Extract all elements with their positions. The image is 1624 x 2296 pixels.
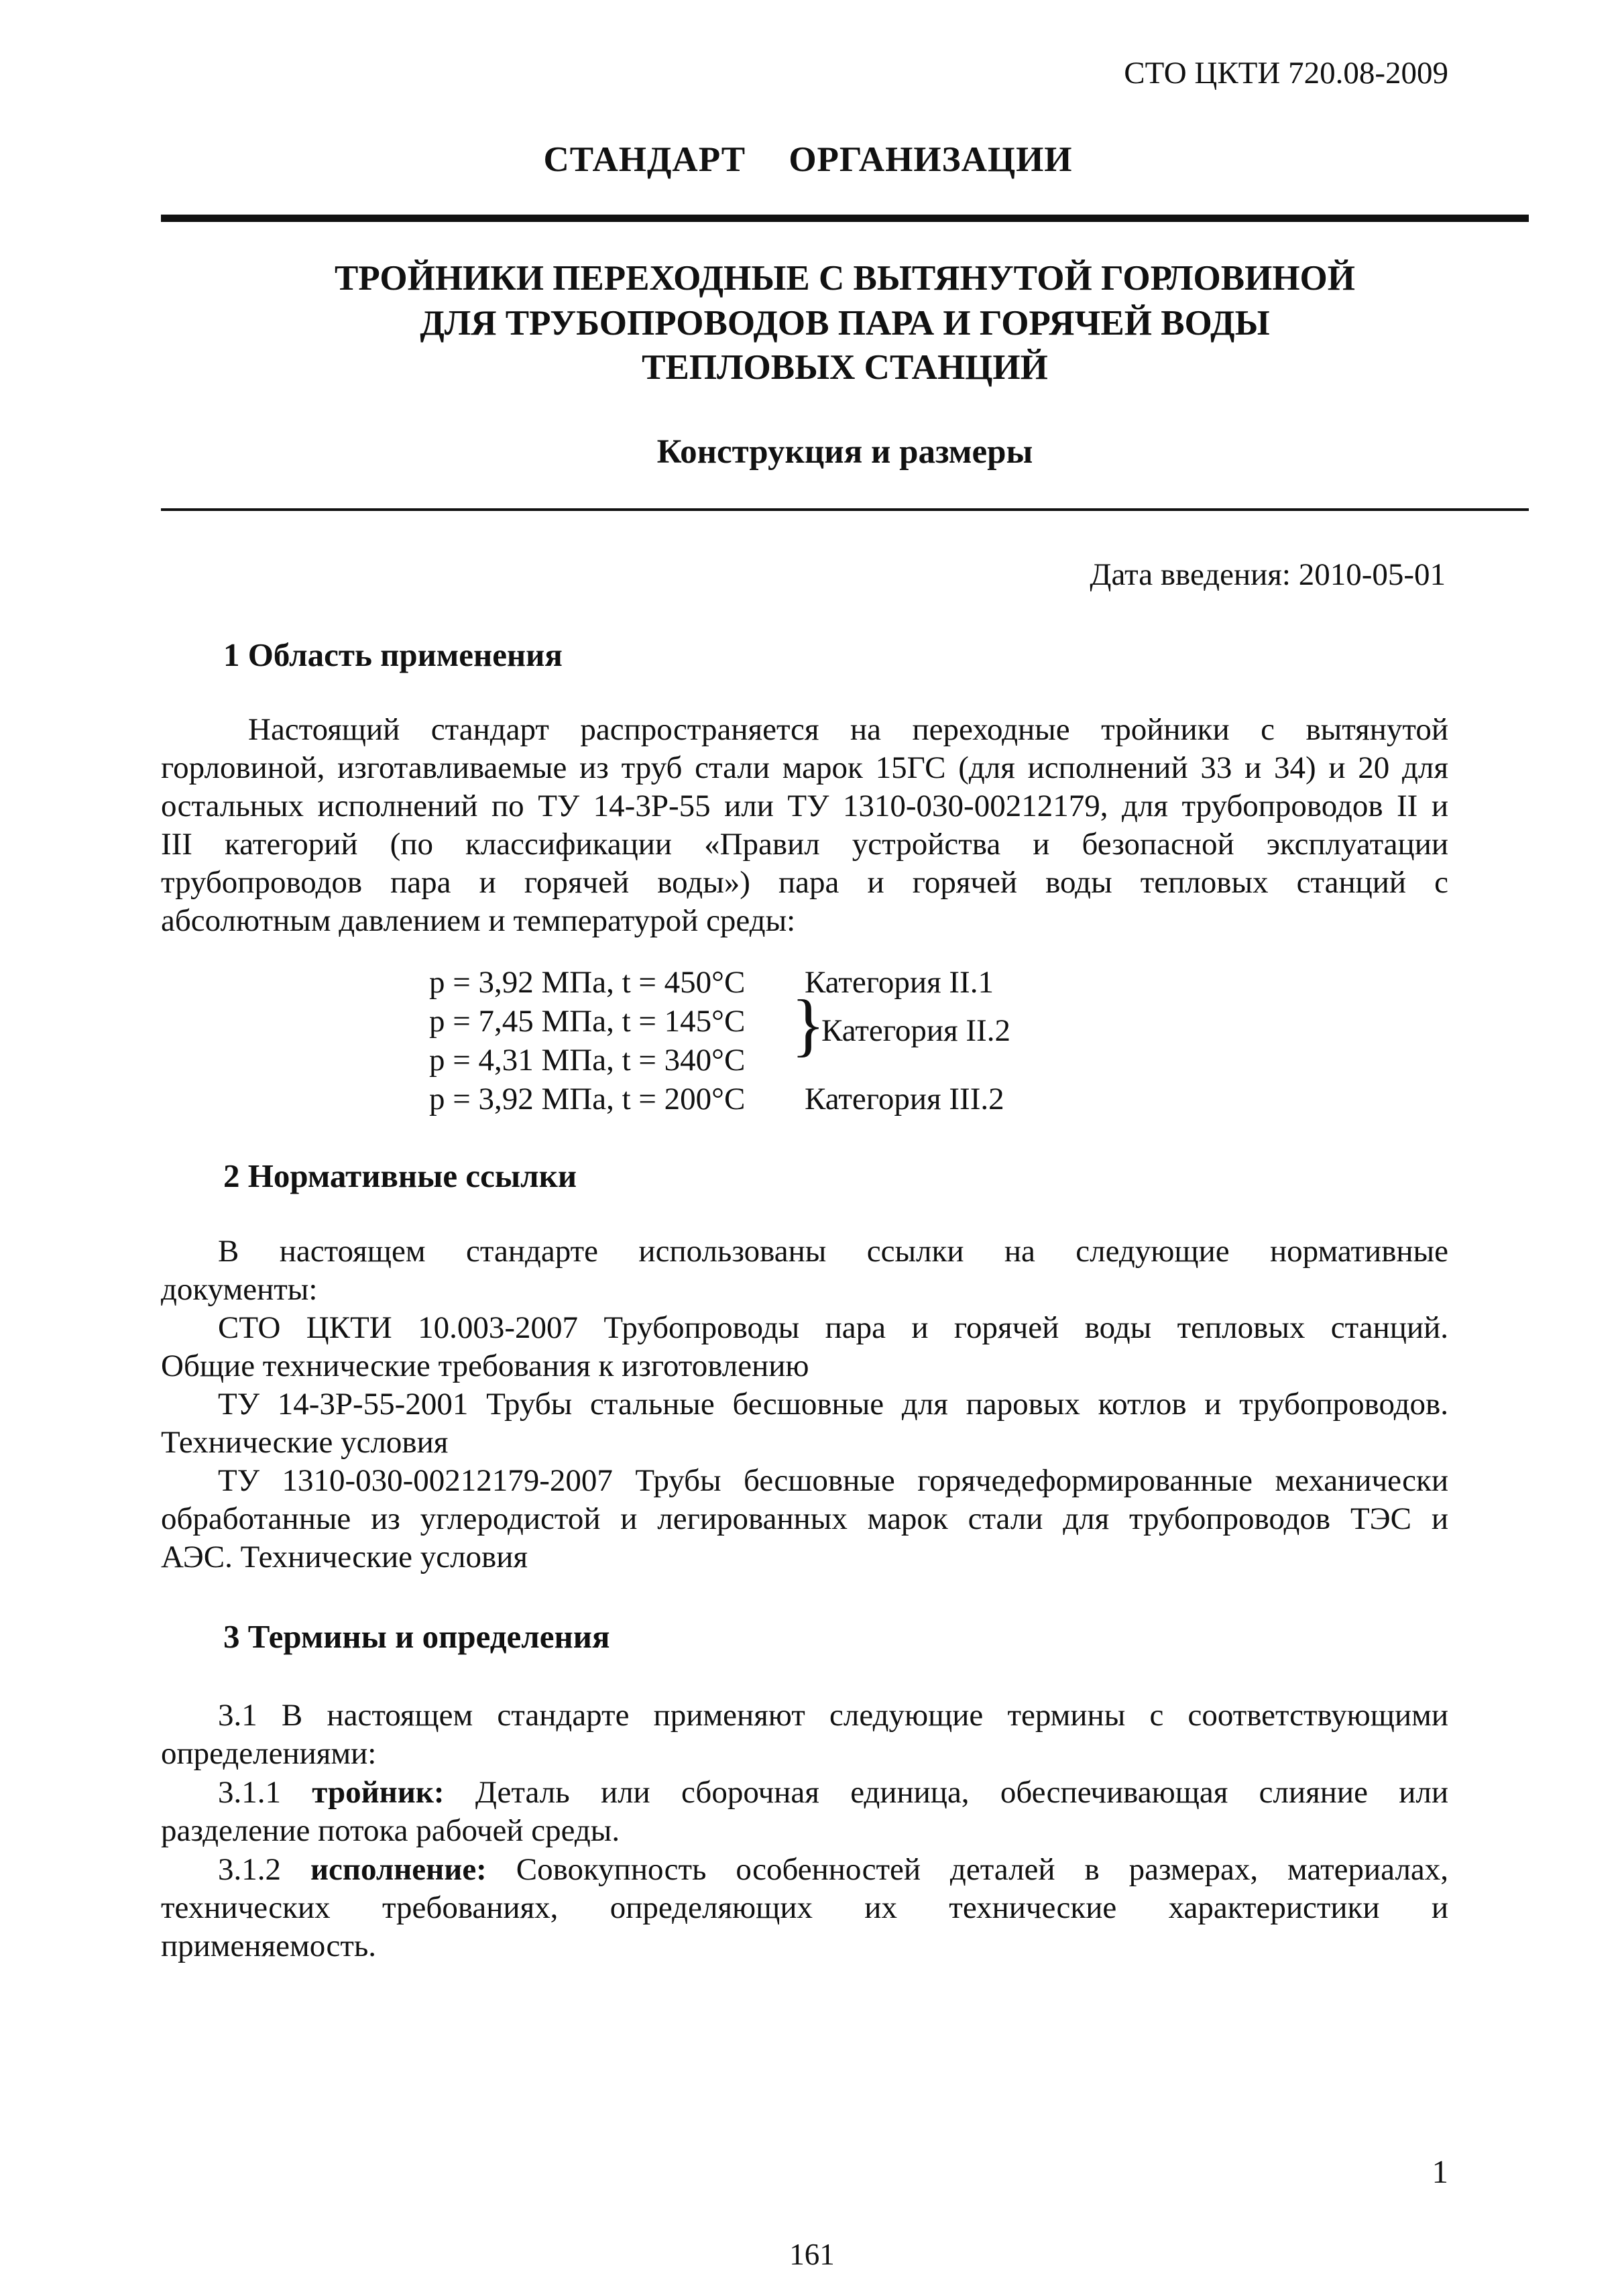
document-subtitle: Конструкция и размеры [656, 433, 1033, 471]
document-title-line-2: ДЛЯ ТРУБОПРОВОДОВ ПАРА И ГОРЯЧЕЙ ВОДЫ [420, 304, 1270, 343]
header-divider-thick [161, 215, 1529, 222]
formula-category: Категория II.1 [805, 965, 994, 1000]
text-line: ТУ 1310-030-00212179-2007 Трубы бесшовные горячедеформированные механически [218, 1463, 1448, 1498]
text-line: абсолютным давлением и температурой среды: [161, 903, 796, 938]
text-line [161, 1851, 1448, 1889]
page-number: 1 [1432, 2153, 1448, 2190]
text-line: трубопроводов пара и горячей воды») пара и горячей воды тепловых станций с [161, 865, 1448, 900]
text-line: ТУ 14-3Р-55-2001 Трубы стальные бесшовные для паровых котлов и трубопроводов. [218, 1387, 1448, 1422]
text-line: документы: [161, 1272, 318, 1307]
text-line: 3.1 В настоящем стандарте применяют следующие термины с соответствующими [218, 1698, 1448, 1733]
standard-type-title: СТАНДАРТ ОРГАНИЗАЦИИ [543, 140, 1073, 179]
grouping-brace: } [791, 985, 825, 1064]
section-3-definition-2 [161, 1851, 1448, 1965]
definition-term: исполнение: [310, 1852, 487, 1887]
formula-expression: p = 7,45 МПа, t = 145°С [429, 1004, 746, 1039]
text-line: обработанные из углеродистой и легированных марок стали для трубопроводов ТЭС и [161, 1501, 1448, 1536]
definition-number: 3.1.2 [218, 1852, 310, 1887]
text-line [161, 1774, 1448, 1812]
section-3-heading: 3 Термины и определения [223, 1618, 610, 1655]
formula-row [429, 1003, 745, 1039]
text-line: разделение потока рабочей среды. [161, 1813, 620, 1848]
section-1-heading: 1 Область применения [223, 636, 563, 673]
section-2-heading: 2 Нормативные ссылки [223, 1157, 577, 1194]
text-line: Общие технические требования к изготовлению [161, 1348, 809, 1383]
formula-expression: p = 3,92 МПа, t = 450°С [429, 965, 746, 1000]
section-2-paragraph [161, 1232, 1448, 1576]
definition-text: Деталь или сборочная единица, обеспечивающая слияние или [444, 1775, 1448, 1810]
text-line: применяемость. [161, 1929, 377, 1963]
introduction-date: Дата введения: 2010-05-01 [1090, 557, 1446, 592]
grouped-category-label: Категория II.2 [821, 1013, 1010, 1048]
text-line: III категорий (по классификации «Правил устройства и безопасной эксплуатации [161, 827, 1448, 862]
document-title-line-1: ТРОЙНИКИ ПЕРЕХОДНЫЕ С ВЫТЯНУТОЙ ГОРЛОВИНОЙ [334, 259, 1356, 298]
sheet-number: 161 [789, 2238, 835, 2271]
formula-expression: p = 3,92 МПа, t = 200°С [429, 1082, 746, 1116]
formula-row [429, 1042, 745, 1078]
text-line: Технические условия [161, 1425, 449, 1460]
text-line: технических требованиях, определяющих их технические характеристики и [161, 1890, 1448, 1925]
text-line: определениями: [161, 1736, 377, 1771]
section-3-paragraph-1 [161, 1697, 1448, 1773]
text-line: АЭС. Технические условия [161, 1540, 528, 1574]
text-line: СТО ЦКТИ 10.003-2007 Трубопроводы пара и горячей воды тепловых станций. [218, 1310, 1448, 1345]
document-code: СТО ЦКТИ 720.08-2009 [1124, 56, 1448, 91]
formula-row [429, 1081, 1004, 1117]
definition-text: Совокупность особенностей деталей в размерах, материалах, [486, 1852, 1449, 1887]
formula-expression: p = 4,31 МПа, t = 340°С [429, 1043, 746, 1078]
formula-category: Категория III.2 [805, 1082, 1004, 1116]
section-1-paragraph [161, 711, 1448, 940]
section-3-definition-1 [161, 1774, 1448, 1850]
text-line: В настоящем стандарте использованы ссылки на следующие нормативные [218, 1234, 1448, 1269]
text-line: горловиной, изготавливаемые из труб стали марок 15ГС (для исполнений 33 и 34) и 20 для [161, 750, 1448, 785]
formula-row [429, 964, 994, 1000]
definition-term: тройник: [312, 1775, 445, 1810]
document-title-line-3: ТЕПЛОВЫХ СТАНЦИЙ [642, 348, 1048, 387]
header-divider-thin [161, 508, 1529, 511]
text-line: остальных исполнений по ТУ 14-3Р-55 или ТУ 1310-030-00212179, для трубопроводов II и [161, 789, 1448, 823]
text-line: Настоящий стандарт распространяется на переходные тройники с вытянутой [248, 712, 1448, 747]
definition-number: 3.1.1 [218, 1775, 312, 1810]
